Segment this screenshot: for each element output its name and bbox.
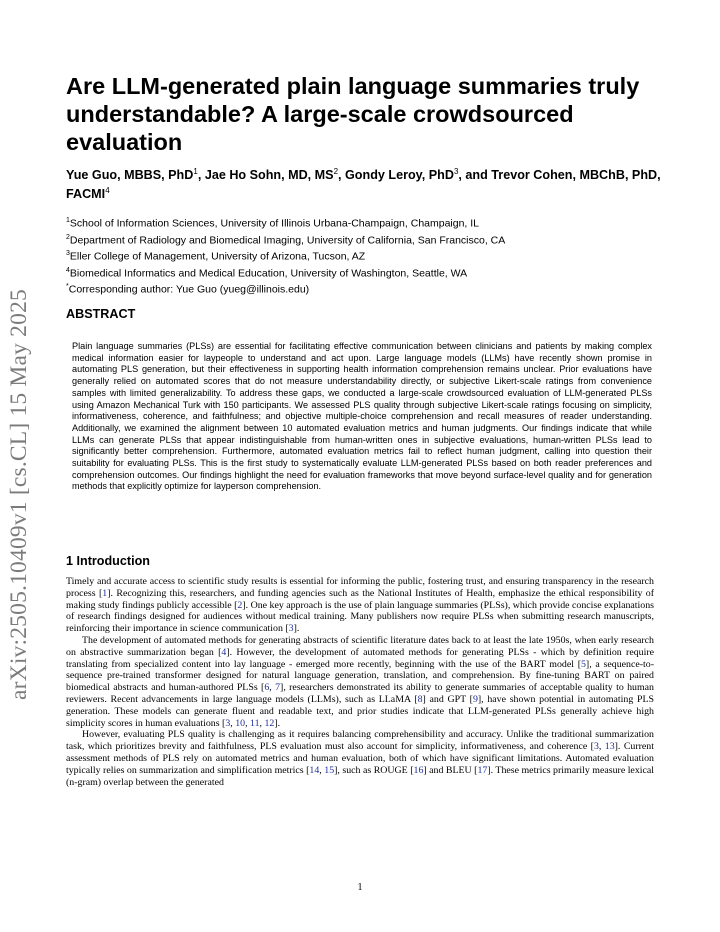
intro-paragraph (66, 576, 654, 635)
affiliation-text: Corresponding author: Yue Guo (yueg@illinois.edu) (68, 283, 310, 296)
intro-text: , (269, 682, 276, 694)
citation-link[interactable]: 9 (472, 693, 478, 705)
author-name: Trevor Cohen, MBChB, PhD, FACMI (66, 168, 661, 202)
author-affiliation-marker: 3 (453, 167, 459, 176)
intro-text: ]. Current assessment methods of PLS rely on automated metrics and human evaluation, both of which have significant limitations. Automated evaluation typically relies on summarization and simplification metrics [ (66, 741, 654, 776)
author-separator: , and (458, 168, 492, 183)
citation-link[interactable]: 16 (413, 764, 424, 776)
affiliation-marker: 3 (66, 250, 70, 257)
affiliation-list (66, 214, 666, 297)
abstract-text: Plain language summaries (PLSs) are essential for facilitating effective communication between clinicians and patients by making complex medical information easier for laypeople to understand and act upon. Large language models (LLMs) have recently shown promise in automating PLS generation, but their effectiveness in supporting health information comprehension remains unclear. Prior evaluations have generally relied on automated scores that do not measure understandability directly, or subjective Likert-scale ratings from convenience samples with limited generalizability. To address these gaps, we conducted a large-scale crowdsourced evaluation of LLM-generated PLSs using Amazon Mechanical Turk with 150 participants. We assessed PLS quality through subjective Likert-scale ratings focusing on simplicity, informativeness, coherence, and faithfulness; and objective multiple-choice comprehension and recall measures of reader understanding. Additionally, we examined the alignment between 10 automated evaluation metrics and human judgments. Our findings indicate that while LLMs can generate PLSs that appear indistinguishable from human-written ones in subjective evaluations, human-written PLSs lead to significantly better comprehension. Furthermore, automated evaluation metrics fail to reflect human judgment, calling into question their suitability for evaluating PLSs. This is the first study to systematically evaluate LLM-generated PLSs based on both reader preferences and comprehension outcomes. Our findings highlight the need for evaluation frameworks that move beyond surface-level quality and for generation methods that explicitly optimize for layperson comprehension. (72, 341, 652, 492)
introduction-body (66, 576, 654, 788)
citation-link[interactable]: 4 (221, 646, 227, 658)
citation-link[interactable]: 3 (288, 623, 294, 635)
citation-link[interactable]: 2 (237, 599, 243, 611)
intro-paragraph (66, 729, 654, 788)
citation-link[interactable]: 14 (309, 764, 320, 776)
intro-paragraph (66, 635, 654, 729)
affiliation-text: School of Information Sciences, University of Illinois Urbana-Champaign, Champaign, IL (69, 217, 480, 230)
arxiv-identifier: arXiv:2505.10409v1 [cs.CL] 15 May 2025 (6, 289, 32, 700)
intro-text: ], have shown potential in automating PLS generation. These models can generate fluent and readable text, and prior studies indicate that LLM-generated PLSs generally achieve high simplicity scores in human evaluations [ (66, 693, 654, 729)
intro-text: ]. (293, 623, 300, 635)
author-name: Gondy Leroy, PhD (345, 168, 454, 183)
intro-text: The development of automated methods for generating abstracts of scientific literature dates back to at least the late 1950s, when early research on abstractive summarization began [ (66, 634, 654, 658)
author-name: Jae Ho Sohn, MD, MS (204, 168, 334, 183)
intro-text: , (598, 741, 605, 753)
intro-text: , (319, 764, 325, 776)
affiliation-line (66, 214, 666, 231)
intro-text: ]. (274, 717, 281, 729)
intro-text: ]. These metrics primarily measure lexical (n-gram) overlap between the generated (66, 764, 655, 788)
intro-text: ], such as ROUGE [ (334, 764, 414, 776)
affiliation-marker: * (66, 283, 69, 290)
affiliation-text: Department of Radiology and Biomedical Imaging, University of California, San Francisco, CA (69, 234, 506, 246)
affiliation-line (66, 231, 666, 248)
citation-link[interactable]: 15 (324, 764, 335, 776)
author-list (66, 164, 666, 202)
section-heading-introduction: 1 Introduction (66, 554, 150, 568)
intro-text: Timely and accurate access to scientific study results is essential for informing the public, fostering trust, and ensuring transparency in the research process [ (66, 576, 654, 599)
intro-text: ] and BLEU [ (423, 764, 478, 776)
abstract-heading: ABSTRACT (66, 307, 136, 321)
citation-link[interactable]: 3 (225, 717, 231, 729)
citation-link[interactable]: 17 (477, 764, 488, 776)
intro-text: , (230, 717, 236, 729)
citation-link[interactable]: 5 (580, 658, 586, 670)
intro-text: ]. Recognizing this, researchers, and funding agencies such as the National Institutes of Health, emphasize the ethical responsibility of making study findings publicly accessible [ (66, 587, 654, 611)
affiliation-text: Eller College of Management, University of Arizona, Tucson, AZ (69, 250, 366, 263)
affiliation-marker: 1 (66, 217, 70, 224)
intro-text: ]. One key approach is the use of plain language summaries (PLSs), which provide concise explanations of research findings designed for audiences without medical training. Many publishers now require PLSs when submitting research manuscripts, reinforcing their importance in science communication [ (66, 599, 654, 635)
citation-link[interactable]: 10 (235, 717, 246, 729)
intro-text: ] and GPT [ (422, 693, 473, 705)
paper-title: Are LLM-generated plain language summaries truly understandable? A large-scale crowdsourced evaluation (66, 73, 640, 155)
citation-link[interactable]: 13 (604, 741, 615, 753)
author-affiliation-marker: 2 (333, 167, 339, 176)
citation-link[interactable]: 1 (102, 587, 108, 599)
affiliation-line (66, 247, 666, 264)
citation-link[interactable]: 7 (275, 682, 281, 694)
intro-text: , (259, 717, 265, 729)
intro-text: ], a sequence-to-sequence pre-trained transformer designed for natural language generation, translation, and comprehension. By fine-tuning BART on paired biomedical abstracts and human-authored PLSs [ (66, 658, 654, 694)
author-separator: , (197, 168, 205, 183)
intro-text: ], researchers demonstrated its ability to generate summaries of acceptable quality to human reviewers. Recent advancements in large language models (LLMs), such as LLaMA [ (66, 682, 654, 705)
citation-link[interactable]: 6 (264, 682, 270, 694)
citation-link[interactable]: 8 (417, 693, 423, 705)
intro-text: ]. However, the development of automated methods for generating PLSs - which by definition require translating from specialized content into lay language - emerged more recently, beginning with the use of the BART model [ (66, 646, 654, 670)
affiliation-marker: 2 (66, 233, 70, 241)
author-name: Yue Guo, MBBS, PhD (66, 168, 194, 183)
affiliation-marker: 4 (66, 266, 70, 274)
citation-link[interactable]: 12 (264, 717, 275, 729)
author-separator: , (338, 168, 346, 183)
affiliation-text: Biomedical Informatics and Medical Education, University of Washington, Seattle, WA (69, 267, 468, 279)
intro-text: , (245, 717, 251, 729)
author-affiliation-marker: 4 (105, 186, 110, 196)
citation-link[interactable]: 11 (250, 717, 260, 729)
affiliation-line (66, 264, 666, 281)
intro-text: However, evaluating PLS quality is challenging as it requires balancing comprehensibility and accuracy. Unlike the traditional summarization task, which prioritizes brevity and faithfulness, PLS evaluation must also account for simplicity, informativeness, and coherence [ (66, 729, 654, 753)
page-number: 1 (357, 882, 363, 893)
affiliation-line (66, 280, 666, 297)
author-affiliation-marker: 1 (193, 167, 198, 176)
citation-link[interactable]: 3 (593, 741, 599, 753)
